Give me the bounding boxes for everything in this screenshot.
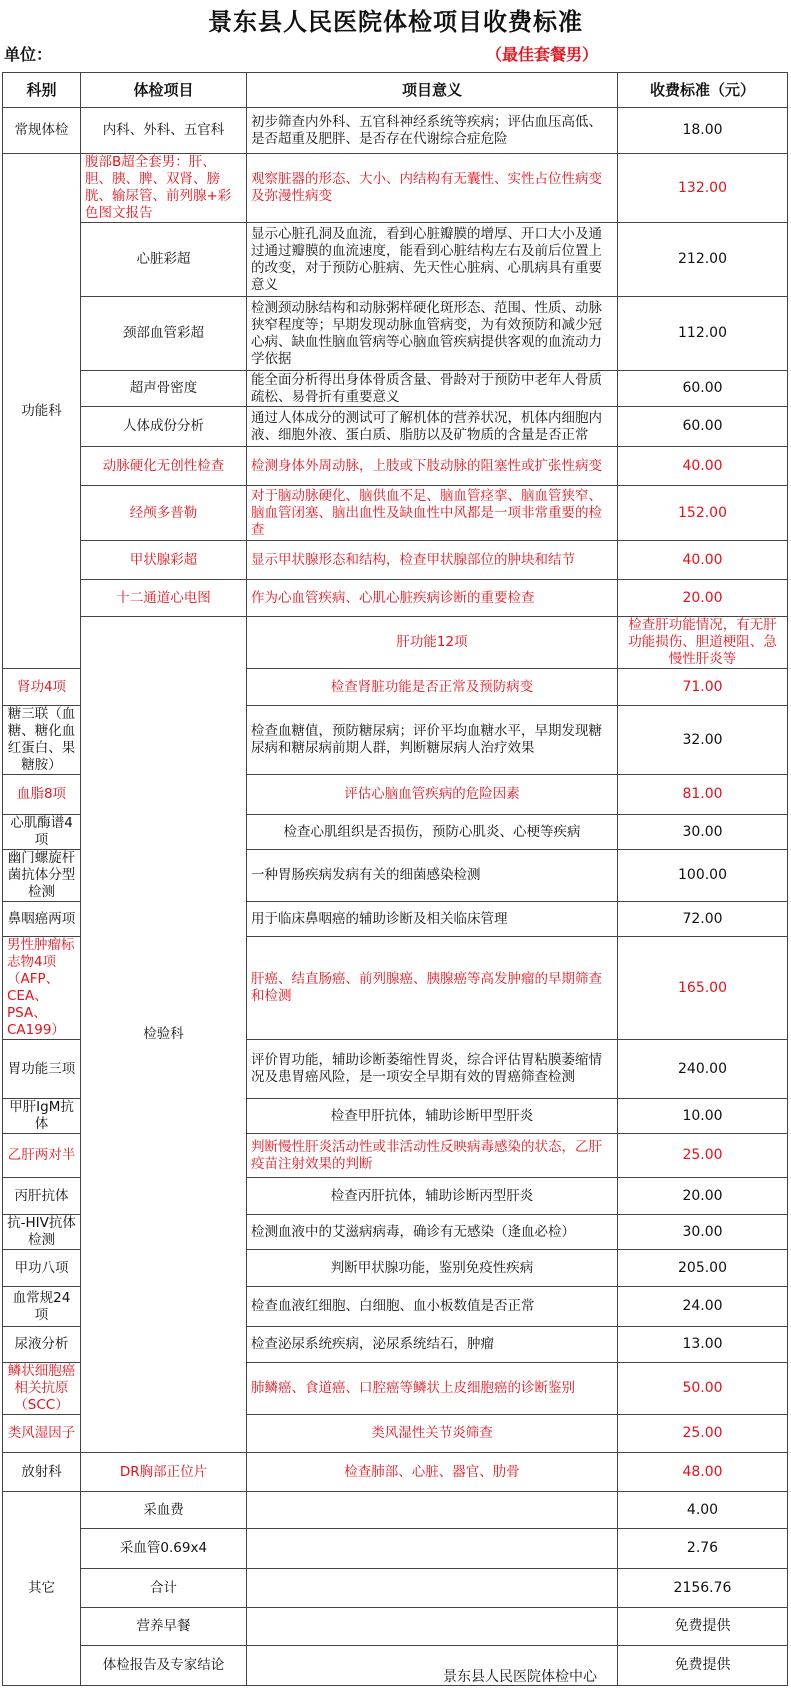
fee-cell: 81.00 <box>618 775 788 815</box>
fee-cell: 72.00 <box>618 902 788 937</box>
table-row <box>3 486 788 541</box>
desc-cell: 检查心肌组织是否损伤，预防心肌炎、心梗等疾病 <box>247 815 618 850</box>
item-cell: 心肌酶谱4项 <box>3 815 81 850</box>
item-cell: 颈部血管彩超 <box>81 297 247 371</box>
fee-cell: 132.00 <box>618 154 788 223</box>
desc-cell: 判断慢性肝炎活动性或非活动性反映病毒感染的状态，乙肝疫苗注射效果的判断 <box>247 1134 618 1178</box>
table-row <box>3 447 788 486</box>
table-row <box>3 297 788 371</box>
item-cell: 尿液分析 <box>3 1327 81 1363</box>
desc-cell: 检查甲肝抗体，辅助诊断甲型肝炎 <box>247 1099 618 1134</box>
fee-cell: 71.00 <box>618 669 788 706</box>
fee-cell: 2156.76 <box>618 1569 788 1608</box>
item-cell: 男性肿瘤标志物4项（AFP、CEA、PSA、CA199） <box>3 937 81 1040</box>
item-cell: 体检报告及专家结论 <box>81 1646 247 1686</box>
item-cell: 动脉硬化无创性检查 <box>81 447 247 486</box>
item-cell: 糖三联（血糖、糖化血红蛋白、果糖胺） <box>3 706 81 775</box>
desc-cell <box>247 1569 618 1608</box>
desc-cell <box>247 1608 618 1646</box>
fee-cell: 40.00 <box>618 447 788 486</box>
desc-cell: 判断甲状腺功能，鉴别免疫性疾病 <box>247 1250 618 1287</box>
fee-cell: 20.00 <box>618 580 788 617</box>
fee-cell: 60.00 <box>618 371 788 407</box>
fee-cell: 165.00 <box>618 937 788 1040</box>
fee-cell: 212.00 <box>618 223 788 297</box>
desc-cell: 对于脑动脉硬化、脑供血不足、脑血管痉挛、脑血管狭窄、脑血管闭塞、脑出血性及缺血性中风都是一项非常重要的检查 <box>247 486 618 541</box>
table-row <box>3 1453 788 1492</box>
fee-cell: 2.76 <box>618 1529 788 1569</box>
item-cell: 幽门螺旋杆菌抗体分型检测 <box>3 850 81 902</box>
table-row <box>3 223 788 297</box>
item-cell: 腹部B超全套男：肝、胆、胰、脾、双肾、膀胱、输尿管、前列腺+彩色图文报告 <box>81 154 247 223</box>
desc-cell: 作为心血管疾病、心肌心脏疾病诊断的重要检查 <box>247 580 618 617</box>
desc-cell: 观察脏器的形态、大小、内结构有无囊性、实性占位性病变及弥漫性病变 <box>247 154 618 223</box>
table-row <box>3 580 788 617</box>
fee-cell: 50.00 <box>618 1363 788 1415</box>
item-cell: 十二通道心电图 <box>81 580 247 617</box>
table-row <box>3 617 788 669</box>
fee-cell: 24.00 <box>618 1287 788 1327</box>
fee-cell: 10.00 <box>618 1099 788 1134</box>
fee-cell: 20.00 <box>618 1178 788 1215</box>
item-cell: 甲肝IgM抗体 <box>3 1099 81 1134</box>
desc-cell: 用于临床鼻咽癌的辅助诊断及相关临床管理 <box>247 902 618 937</box>
item-cell: 鳞状细胞癌相关抗原（SCC） <box>3 1363 81 1415</box>
desc-cell: 能全面分析得出身体骨质含量、骨龄对于预防中老年人骨质疏松、易骨折有重要意义 <box>247 371 618 407</box>
footer-org: 景东县人民医院体检中心 <box>443 1669 597 1685</box>
desc-cell: 检查血糖值，预防糖尿病；评价平均血糖水平，早期发现糖尿病和糖尿病前期人群，判断糖尿病人治疗效果 <box>247 706 618 775</box>
fee-cell: 4.00 <box>618 1492 788 1529</box>
column-header: 体检项目 <box>81 73 247 108</box>
dept-cell: 功能科 <box>3 154 81 669</box>
fee-cell: 205.00 <box>618 1250 788 1287</box>
table-row <box>3 541 788 580</box>
fee-cell: 18.00 <box>618 108 788 154</box>
item-cell: 营养早餐 <box>81 1608 247 1646</box>
fee-table <box>2 72 788 1686</box>
item-cell: 经颅多普勒 <box>81 486 247 541</box>
page-title: 景东县人民医院体检项目收费标准 <box>208 8 583 36</box>
item-cell: 内科、外科、五官科 <box>81 108 247 154</box>
desc-cell: 初步筛查内外科、五官科神经系统等疾病；评估血压高低、是否超重及肥胖、是否存在代谢综合症危险 <box>247 108 618 154</box>
fee-cell: 40.00 <box>618 541 788 580</box>
item-cell: 丙肝抗体 <box>3 1178 81 1215</box>
item-cell: 肝功能12项 <box>247 617 618 669</box>
desc-cell: 检测血液中的艾滋病病毒，确诊有无感染（逢血必检） <box>247 1215 618 1250</box>
fee-cell: 25.00 <box>618 1415 788 1453</box>
fee-cell: 112.00 <box>618 297 788 371</box>
desc-cell: 检测颈动脉结构和动脉粥样硬化斑形态、范围、性质、动脉狭窄程度等；早期发现动脉血管病变，为有效预防和减少冠心病、缺血性脑血管病等心脑血管疾病提供客观的血流动力学依据 <box>247 297 618 371</box>
package-name: （最佳套餐男） <box>486 45 599 64</box>
table-row <box>3 1646 788 1686</box>
table-row <box>3 108 788 154</box>
item-cell: 肾功4项 <box>3 669 81 706</box>
fee-cell: 152.00 <box>618 486 788 541</box>
table-header-row <box>3 73 788 108</box>
item-cell: 血常规24项 <box>3 1287 81 1327</box>
desc-cell: 检查肾脏功能是否正常及预防病变 <box>247 669 618 706</box>
column-header: 科别 <box>3 73 81 108</box>
table-row <box>3 1529 788 1569</box>
desc-cell: 肺鳞癌、食道癌、口腔癌等鳞状上皮细胞癌的诊断鉴别 <box>247 1363 618 1415</box>
desc-cell: 通过人体成分的测试可了解机体的营养状况，机体内细胞内液、细胞外液、蛋白质、脂肪以及矿物质的含量是否正常 <box>247 407 618 447</box>
desc-cell: 检查肺部、心脏、器官、肋骨 <box>247 1453 618 1492</box>
item-cell: 采血管0.69x4 <box>81 1529 247 1569</box>
item-cell: 血脂8项 <box>3 775 81 815</box>
desc-cell: 评价胃功能，辅助诊断萎缩性胃炎，综合评估胃粘膜萎缩情况及患胃癌风险，是一项安全早期有效的胃癌筛查检测 <box>247 1040 618 1099</box>
column-header: 收费标准（元） <box>618 73 788 108</box>
desc-cell <box>247 1492 618 1529</box>
fee-cell: 免费提供 <box>618 1646 788 1686</box>
fee-cell: 32.00 <box>618 706 788 775</box>
desc-cell: 类风湿性关节炎筛查 <box>247 1415 618 1453</box>
item-cell: 抗-HIV抗体检测 <box>3 1215 81 1250</box>
item-cell: 人体成份分析 <box>81 407 247 447</box>
table-row <box>3 1569 788 1608</box>
item-cell: 心脏彩超 <box>81 223 247 297</box>
desc-cell: 显示甲状腺形态和结构，检查甲状腺部位的肿块和结节 <box>247 541 618 580</box>
table-row <box>3 1492 788 1529</box>
item-cell: 鼻咽癌两项 <box>3 902 81 937</box>
table-row <box>3 154 788 223</box>
fee-cell: 48.00 <box>618 1453 788 1492</box>
desc-cell <box>247 1529 618 1569</box>
desc-cell: 一种胃肠疾病发病有关的细菌感染检测 <box>247 850 618 902</box>
fee-cell: 13.00 <box>618 1327 788 1363</box>
item-cell: 类风湿因子 <box>3 1415 81 1453</box>
table-row <box>3 1608 788 1646</box>
item-cell: 合计 <box>81 1569 247 1608</box>
item-cell: 乙肝两对半 <box>3 1134 81 1178</box>
desc-cell: 显示心脏孔洞及血流，看到心脏瓣膜的增厚、开口大小及通过通过瓣膜的血流速度，能看到心脏结构左右及前后位置上的改变，对于预防心脏病、先天性心脏病、心肌病具有重要意义 <box>247 223 618 297</box>
column-header: 项目意义 <box>247 73 618 108</box>
desc-cell: 检查泌尿系统疾病，泌尿系统结石，肿瘤 <box>247 1327 618 1363</box>
table-row <box>3 371 788 407</box>
item-cell: 采血费 <box>81 1492 247 1529</box>
desc-cell: 检查丙肝抗体，辅助诊断丙型肝炎 <box>247 1178 618 1215</box>
fee-cell: 30.00 <box>618 1215 788 1250</box>
item-cell: DR胸部正位片 <box>81 1453 247 1492</box>
unit-label: 单位： <box>4 45 53 64</box>
fee-cell: 100.00 <box>618 850 788 902</box>
fee-cell: 30.00 <box>618 815 788 850</box>
fee-cell: 60.00 <box>618 407 788 447</box>
dept-cell: 常规体检 <box>3 108 81 154</box>
fee-cell: 240.00 <box>618 1040 788 1099</box>
desc-cell: 检测身体外周动脉，上肢或下肢动脉的阻塞性或扩张性病变 <box>247 447 618 486</box>
desc-cell: 评估心脑血管疾病的危险因素 <box>247 775 618 815</box>
table-row <box>3 407 788 447</box>
dept-cell: 检验科 <box>81 617 247 1453</box>
desc-cell: 肝癌、结直肠癌、前列腺癌、胰腺癌等高发肿瘤的早期筛查和检测 <box>247 937 618 1040</box>
item-cell: 甲状腺彩超 <box>81 541 247 580</box>
item-cell: 甲功八项 <box>3 1250 81 1287</box>
dept-cell: 其它 <box>3 1492 81 1686</box>
item-cell: 超声骨密度 <box>81 371 247 407</box>
fee-cell: 免费提供 <box>618 1608 788 1646</box>
fee-cell: 25.00 <box>618 1134 788 1178</box>
item-cell: 胃功能三项 <box>3 1040 81 1099</box>
dept-cell: 放射科 <box>3 1453 81 1492</box>
desc-cell: 检查血液红细胞、白细胞、血小板数值是否正常 <box>247 1287 618 1327</box>
desc-cell: 检查肝功能情况，有无肝功能损伤、胆道梗阻、急慢性肝炎等 <box>618 617 788 669</box>
